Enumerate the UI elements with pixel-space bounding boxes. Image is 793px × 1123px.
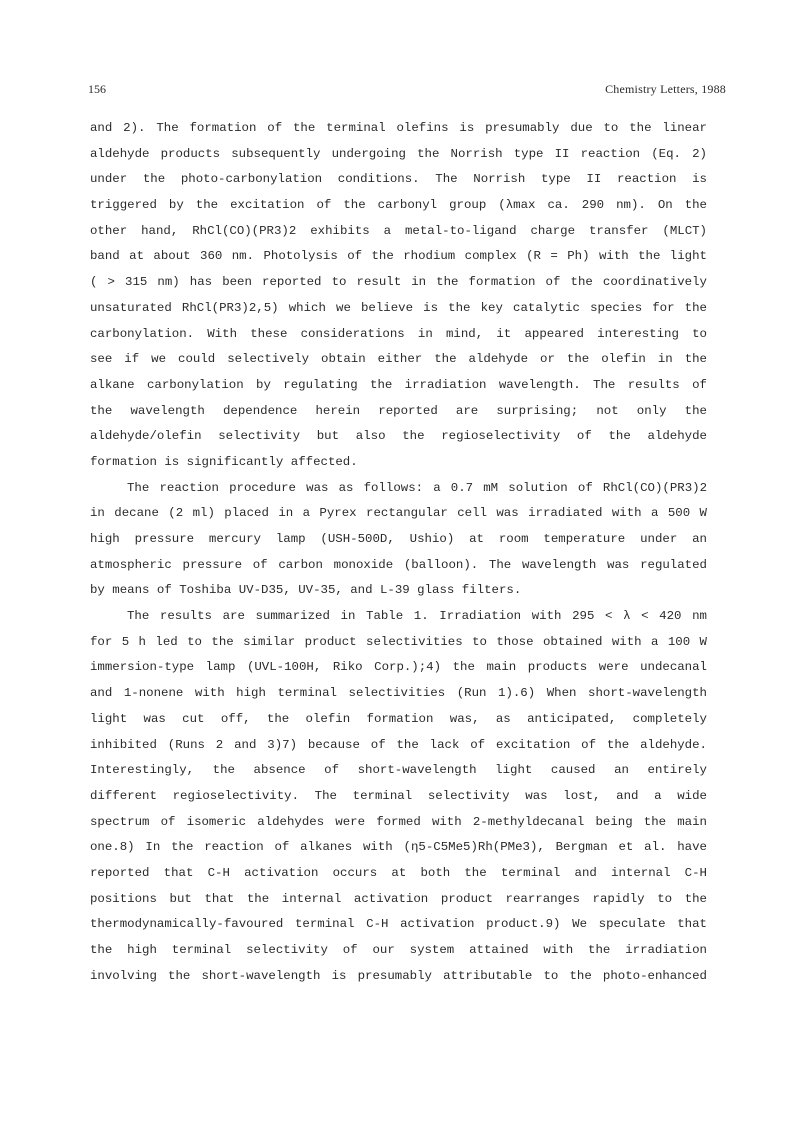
text-line: positions but that the internal activation product rearranges rapidly to the: [90, 891, 707, 906]
text-line: reported that C-H activation occurs at both the terminal and internal C-H: [90, 865, 707, 880]
text-line: the wavelength dependence herein reported are surprising; not only the: [90, 403, 707, 418]
text-line: band at about 360 nm. Photolysis of the rhodium complex (R = Ph) with the light: [90, 249, 707, 264]
journal-citation: Chemistry Letters, 1988: [605, 82, 726, 96]
text-line: carbonylation. With these considerations in mind, it appeared interesting to: [90, 326, 707, 341]
paragraph: [90, 476, 707, 604]
text-line: high pressure mercury lamp (USH-500D, Ushio) at room temperature under an: [90, 532, 707, 546]
text-line: alkane carbonylation by regulating the irradiation wavelength. The results of: [90, 377, 707, 392]
text-line: light was cut off, the olefin formation was, as anticipated, completely: [90, 711, 707, 726]
text-line: involving the short-wavelength is presumably attributable to the photo-enhanced: [90, 968, 707, 983]
text-line: atmospheric pressure of carbon monoxide (balloon). The wavelength was regulated: [90, 557, 707, 572]
text-line: thermodynamically-favoured terminal C-H activation product.9) We speculate that: [90, 917, 707, 932]
paragraph: [90, 116, 707, 476]
text-line: by means of Toshiba UV-D35, UV-35, and L-39 glass filters.: [90, 583, 522, 598]
text-line: ( > 315 nm) has been reported to result in the formation of the coordinatively: [90, 275, 707, 290]
text-line: formation is significantly affected.: [90, 454, 358, 469]
text-line: The reaction procedure was as follows: a 0.7 mM solution of RhCl(CO)(PR3)2: [127, 480, 707, 495]
text-line: one.8) In the reaction of alkanes with (η5-C5Me5)Rh(PMe3), Bergman et al. have: [90, 840, 707, 855]
text-line: triggered by the excitation of the carbonyl group (λmax ca. 290 nm). On the: [90, 198, 707, 213]
text-line: immersion-type lamp (UVL-100H, Riko Corp.);4) the main products were undecanal: [90, 660, 707, 675]
text-line: The results are summarized in Table 1. Irradiation with 295 < λ < 420 nm: [127, 609, 707, 624]
text-line: see if we could selectively obtain either the aldehyde or the olefin in the: [90, 352, 707, 367]
paragraph: [90, 604, 707, 989]
text-line: Interestingly, the absence of short-wavelength light caused an entirely: [90, 763, 707, 778]
text-line: inhibited (Runs 2 and 3)7) because of the lack of excitation of the aldehyde.: [90, 737, 707, 752]
text-line: aldehyde/olefin selectivity but also the regioselectivity of the aldehyde: [90, 429, 707, 444]
text-line: different regioselectivity. The terminal selectivity was lost, and a wide: [90, 788, 707, 803]
text-line: aldehyde products subsequently undergoing the Norrish type II reaction (Eq. 2): [90, 146, 707, 161]
text-line: under the photo-carbonylation conditions. The Norrish type II reaction is: [90, 172, 707, 187]
text-line: and 1-nonene with high terminal selectivities (Run 1).6) When short-wavelength: [90, 686, 707, 701]
body-text: [90, 116, 707, 989]
text-line: and 2). The formation of the terminal olefins is presumably due to the linear: [90, 121, 707, 135]
text-line: unsaturated RhCl(PR3)2,5) which we believe is the key catalytic species for the: [90, 300, 707, 315]
page-number: 156: [88, 82, 106, 96]
text-line: other hand, RhCl(CO)(PR3)2 exhibits a metal-to-ligand charge transfer (MLCT): [90, 223, 707, 238]
page-header: [88, 82, 726, 98]
text-line: in decane (2 ml) placed in a Pyrex rectangular cell was irradiated with a 500 W: [90, 506, 707, 521]
text-line: the high terminal selectivity of our system attained with the irradiation: [90, 943, 707, 957]
text-line: spectrum of isomeric aldehydes were formed with 2-methyldecanal being the main: [90, 814, 707, 829]
text-line: for 5 h led to the similar product selectivities to those obtained with a 100 W: [90, 634, 707, 649]
